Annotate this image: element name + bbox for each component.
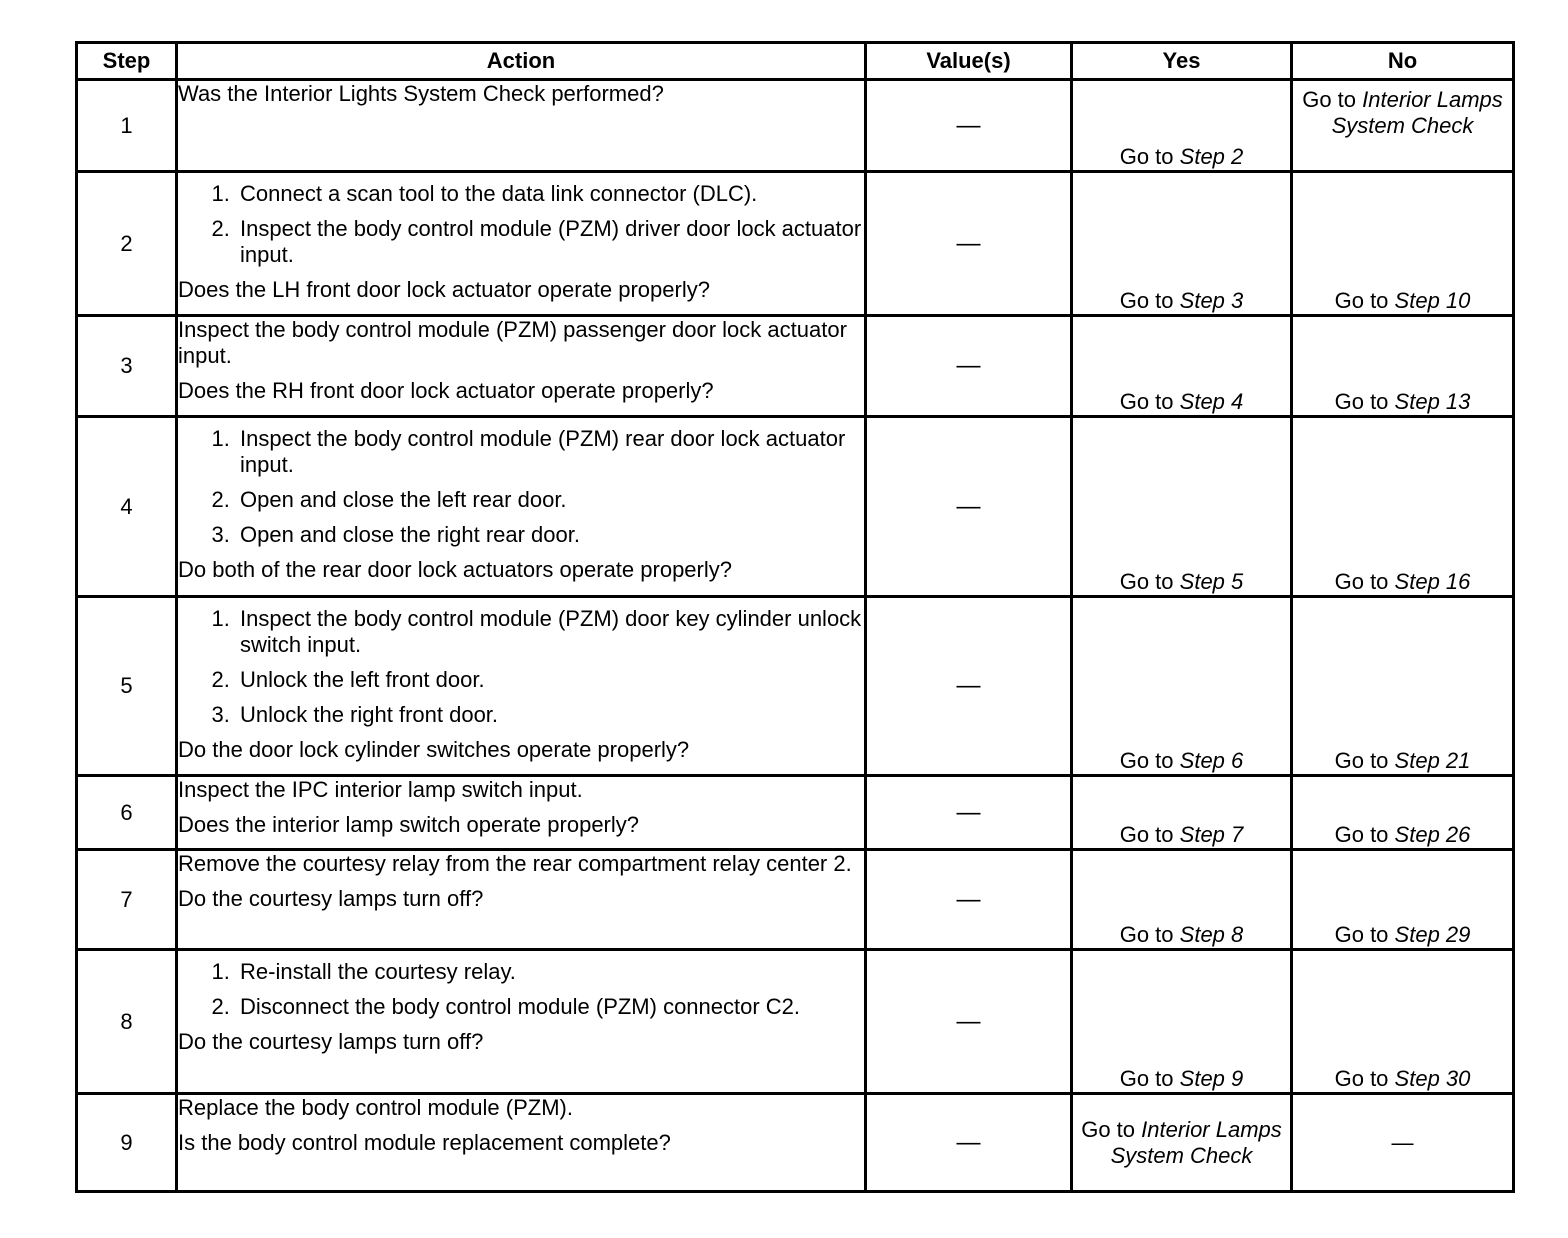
goto-prefix: Go to — [1119, 748, 1174, 773]
goto-link[interactable]: Step 5 — [1179, 569, 1244, 594]
action-steps-list — [178, 181, 864, 268]
value-cell: — — [866, 316, 1072, 417]
goto-link[interactable]: Step 8 — [1179, 922, 1244, 947]
value-cell: — — [866, 1094, 1072, 1192]
goto-link[interactable]: Step 7 — [1179, 822, 1244, 847]
table-row — [77, 1094, 1514, 1192]
goto-link[interactable]: Step 9 — [1179, 1066, 1244, 1091]
step-number: 2 — [77, 172, 177, 316]
step-number: 1 — [77, 80, 177, 172]
action-text: Inspect the body control module (PZM) passenger door lock actuator input. — [178, 317, 847, 368]
diagnostic-table — [75, 41, 1515, 1193]
goto-prefix: Go to — [1119, 144, 1174, 169]
table-row — [77, 417, 1514, 597]
value-cell: — — [866, 950, 1072, 1094]
goto-link[interactable]: Interior Lamps System Check — [1331, 87, 1503, 138]
action-step-item: 1. Re-install the courtesy relay. — [236, 959, 864, 985]
goto-link[interactable]: Step 13 — [1394, 389, 1471, 414]
yes-cell — [1072, 950, 1292, 1094]
no-cell — [1292, 850, 1514, 950]
goto-prefix: Go to — [1334, 748, 1389, 773]
table-row — [77, 850, 1514, 950]
goto-link[interactable]: Interior Lamps System Check — [1110, 1116, 1282, 1168]
header-values: Value(s) — [866, 43, 1072, 80]
yes-cell — [1072, 417, 1292, 597]
goto-prefix: Go to — [1119, 389, 1174, 414]
action-text: Replace the body control module (PZM). — [178, 1095, 573, 1120]
goto-prefix: Go to — [1119, 569, 1174, 594]
table-row — [77, 80, 1514, 172]
table-body — [77, 80, 1514, 1192]
no-cell — [1292, 417, 1514, 597]
value-cell: — — [866, 80, 1072, 172]
yes-cell — [1072, 80, 1292, 172]
yes-cell — [1072, 1094, 1292, 1192]
goto-link[interactable]: Step 29 — [1394, 922, 1471, 947]
goto-link[interactable]: Step 21 — [1394, 748, 1471, 773]
action-cell — [177, 776, 866, 850]
header-step: Step — [77, 43, 177, 80]
action-question: Is the body control module replacement complete? — [178, 1130, 671, 1155]
action-steps-list — [178, 606, 864, 728]
yes-cell — [1072, 316, 1292, 417]
no-cell — [1292, 172, 1514, 316]
goto-prefix: Go to — [1334, 288, 1389, 313]
goto-link[interactable]: Step 30 — [1394, 1066, 1471, 1091]
step-number: 5 — [77, 597, 177, 776]
action-cell — [177, 597, 866, 776]
action-step-item: 3. Unlock the right front door. — [236, 702, 864, 728]
no-cell — [1292, 950, 1514, 1094]
action-question: Do both of the rear door lock actuators operate properly? — [178, 557, 732, 582]
step-number: 8 — [77, 950, 177, 1094]
action-step-item: 1. Inspect the body control module (PZM) door key cylinder unlock switch input. — [236, 606, 864, 658]
value-cell: — — [866, 417, 1072, 597]
table-row — [77, 950, 1514, 1094]
goto-link[interactable]: Step 16 — [1394, 569, 1471, 594]
value-cell: — — [866, 776, 1072, 850]
action-step-item: 2. Open and close the left rear door. — [236, 487, 864, 513]
goto-link[interactable]: Step 4 — [1179, 389, 1244, 414]
no-cell — [1292, 80, 1514, 172]
value-cell: — — [866, 172, 1072, 316]
goto-prefix: Go to — [1119, 1066, 1174, 1091]
step-number: 3 — [77, 316, 177, 417]
goto-link[interactable]: Step 26 — [1394, 822, 1471, 847]
table-row — [77, 316, 1514, 417]
no-cell — [1292, 316, 1514, 417]
action-question: Do the courtesy lamps turn off? — [178, 886, 484, 911]
yes-cell — [1072, 850, 1292, 950]
goto-prefix: Go to — [1081, 1116, 1136, 1142]
action-question: Do the courtesy lamps turn off? — [178, 1029, 484, 1054]
goto-prefix: Go to — [1119, 822, 1174, 847]
step-number: 6 — [77, 776, 177, 850]
action-text: Remove the courtesy relay from the rear compartment relay center 2. — [178, 851, 852, 876]
action-cell — [177, 950, 866, 1094]
action-text: Was the Interior Lights System Check performed? — [178, 81, 664, 106]
no-cell — [1292, 1094, 1514, 1192]
goto-prefix: Go to — [1119, 922, 1174, 947]
goto-prefix: Go to — [1334, 822, 1389, 847]
goto-link[interactable]: Step 2 — [1179, 144, 1244, 169]
value-cell: — — [866, 597, 1072, 776]
no-cell — [1292, 597, 1514, 776]
action-cell — [177, 316, 866, 417]
yes-cell — [1072, 597, 1292, 776]
action-step-item: 2. Disconnect the body control module (PZM) connector C2. — [236, 994, 864, 1020]
action-cell — [177, 172, 866, 316]
goto-prefix: Go to — [1334, 389, 1389, 414]
goto-prefix: Go to — [1334, 922, 1389, 947]
action-cell — [177, 417, 866, 597]
table-row — [77, 172, 1514, 316]
goto-prefix: Go to — [1119, 288, 1174, 313]
action-step-item: 1. Inspect the body control module (PZM) rear door lock actuator input. — [236, 426, 864, 478]
action-question: Do the door lock cylinder switches operate properly? — [178, 737, 690, 762]
header-yes: Yes — [1072, 43, 1292, 80]
action-steps-list — [178, 959, 864, 1020]
action-step-item: 2. Unlock the left front door. — [236, 667, 864, 693]
header-action: Action — [177, 43, 866, 80]
action-step-item: 2. Inspect the body control module (PZM) driver door lock actuator input. — [236, 216, 864, 268]
yes-cell — [1072, 776, 1292, 850]
action-step-item: 3. Open and close the right rear door. — [236, 522, 864, 548]
table-row — [77, 597, 1514, 776]
yes-cell — [1072, 172, 1292, 316]
action-step-item: 1. Connect a scan tool to the data link connector (DLC). — [236, 181, 864, 207]
no-cell — [1292, 776, 1514, 850]
action-cell — [177, 80, 866, 172]
goto-prefix: Go to — [1334, 569, 1389, 594]
action-question: Does the interior lamp switch operate properly? — [178, 812, 640, 837]
step-number: 9 — [77, 1094, 177, 1192]
header-row — [77, 43, 1514, 80]
action-text: Inspect the IPC interior lamp switch input. — [178, 777, 583, 802]
goto-prefix: Go to — [1334, 1066, 1389, 1091]
value-cell: — — [866, 850, 1072, 950]
action-question: Does the LH front door lock actuator operate properly? — [178, 277, 710, 302]
action-steps-list — [178, 426, 864, 548]
goto-link[interactable]: Step 6 — [1179, 748, 1244, 773]
goto-prefix: Go to — [1302, 87, 1357, 112]
dash: — — [1391, 1129, 1414, 1155]
goto-link[interactable]: Step 3 — [1179, 288, 1244, 313]
action-cell — [177, 850, 866, 950]
goto-link[interactable]: Step 10 — [1394, 288, 1471, 313]
step-number: 4 — [77, 417, 177, 597]
action-question: Does the RH front door lock actuator operate properly? — [178, 378, 714, 403]
action-cell — [177, 1094, 866, 1192]
table-row — [77, 776, 1514, 850]
header-no: No — [1292, 43, 1514, 80]
step-number: 7 — [77, 850, 177, 950]
